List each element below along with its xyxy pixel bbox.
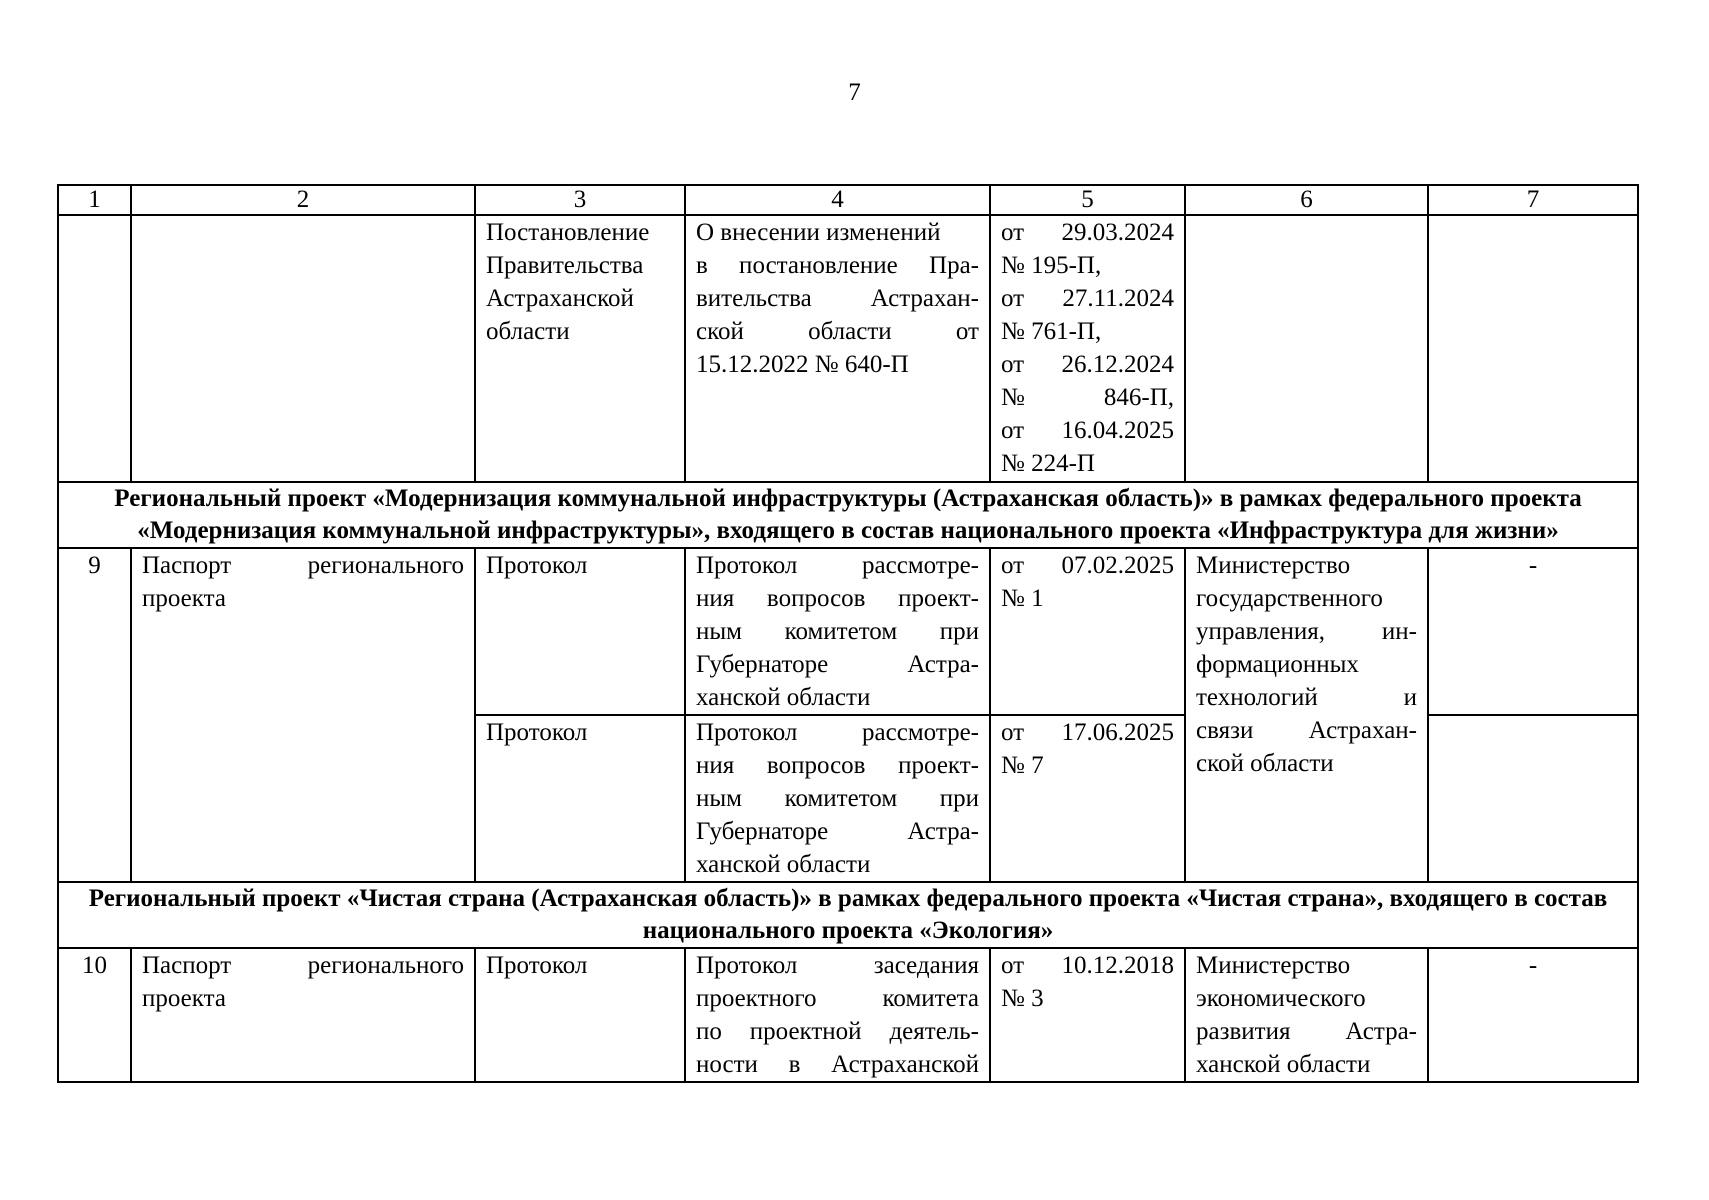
document-title-cell xyxy=(685,548,990,715)
text-line: проектного комитета xyxy=(696,985,979,1012)
text-line: ности в Астраханской xyxy=(696,1051,979,1078)
document-title-cell xyxy=(685,215,990,482)
text-line: управления, ин- xyxy=(1196,618,1417,645)
column-header: 6 xyxy=(1185,185,1428,215)
note-cell: - xyxy=(1428,948,1638,1082)
text-line: от 07.02.2025 xyxy=(1001,552,1174,579)
text-line: ния вопросов проект- xyxy=(696,585,979,612)
text-line: от 10.12.2018 xyxy=(1001,952,1174,979)
row-number: 10 xyxy=(58,948,131,1082)
text-line: Губернаторе Астра- xyxy=(696,818,979,845)
text-line: № 224-П xyxy=(1001,450,1095,477)
document-type-cell: Протокол xyxy=(475,715,685,882)
table-row xyxy=(58,548,1638,715)
text-line: ным комитетом при xyxy=(696,785,979,812)
text-line: № 761-П, xyxy=(1001,318,1102,345)
text-line: № 7 xyxy=(1001,752,1044,779)
note-cell: - xyxy=(1428,548,1638,715)
text-line: № 195-П, xyxy=(1001,252,1102,279)
text-line: государственного xyxy=(1196,585,1383,612)
text-line: формационных xyxy=(1196,651,1359,678)
text-line: от 26.12.2024 xyxy=(1001,351,1174,378)
document-date-cell xyxy=(990,715,1185,882)
table-cell xyxy=(1185,215,1428,482)
responsible-body-cell xyxy=(1185,948,1428,1082)
document-date-cell xyxy=(990,215,1185,482)
section-heading-row xyxy=(58,482,1638,548)
text-line: № 3 xyxy=(1001,985,1044,1012)
text-line: ния вопросов проект- xyxy=(696,752,979,779)
document-type-cell: Протокол xyxy=(475,548,685,715)
text-line: Протокол заседания xyxy=(696,952,979,979)
column-header-row xyxy=(58,185,1638,215)
text-line: по проектной деятель- xyxy=(696,1018,979,1045)
page-number: 7 xyxy=(848,79,861,106)
section-heading: Региональный проект «Чистая страна (Астраханская область)» в рамках федерального проекта «Чистая страна», входящего в состав национального проекта «Экология» xyxy=(58,882,1638,948)
table-cell xyxy=(131,215,475,482)
text-line: экономического xyxy=(1196,985,1366,1012)
text-line: ханской области xyxy=(1196,1051,1371,1078)
text-line: Протокол рассмотре- xyxy=(696,719,979,746)
document-title-cell xyxy=(685,948,990,1082)
text-line: Министерство xyxy=(1196,552,1351,579)
text-line: № 1 xyxy=(1001,585,1044,612)
column-header: 1 xyxy=(58,185,131,215)
text-line: ской области от xyxy=(696,318,979,345)
text-line: Протокол рассмотре- xyxy=(696,552,979,579)
text-line: вительства Астрахан- xyxy=(696,285,979,312)
text-line: развития Астра- xyxy=(1196,1018,1417,1045)
document-name-cell: Паспорт регионального проекта xyxy=(131,948,475,1082)
document-type-cell: Протокол xyxy=(475,948,685,1082)
row-number: 9 xyxy=(58,548,131,882)
text-line: от 27.11.2024 xyxy=(1001,285,1174,312)
text-line: ской области xyxy=(1196,750,1334,777)
responsible-body-cell xyxy=(1185,548,1428,882)
table-cell xyxy=(58,215,131,482)
column-header: 4 xyxy=(685,185,990,215)
note-cell xyxy=(1428,715,1638,882)
text-line: в постановление Пра- xyxy=(696,252,979,279)
text-line: от 29.03.2024 xyxy=(1001,219,1174,246)
document-type-cell: Постановление Правительства Астраханской области xyxy=(475,215,685,482)
document-date-cell xyxy=(990,948,1185,1082)
section-heading-row xyxy=(58,882,1638,948)
text-line: О внесении изменений xyxy=(696,219,941,246)
table-row xyxy=(58,948,1638,1082)
text-line: технологий и xyxy=(1196,684,1417,711)
table-cell xyxy=(1428,215,1638,482)
text-line: Министерство xyxy=(1196,952,1351,979)
document-title-cell xyxy=(685,715,990,882)
section-heading: Региональный проект «Модернизация коммунальной инфраструктуры (Астраханская область)» в рамках федерального проекта «Модернизация коммунальной инфраструктуры», входящего в состав национального проекта «Инфраструктура для жизни» xyxy=(58,482,1638,548)
column-header: 3 xyxy=(475,185,685,215)
text-line: связи Астрахан- xyxy=(1196,717,1417,744)
column-header: 5 xyxy=(990,185,1185,215)
column-header: 7 xyxy=(1428,185,1638,215)
text-line: Губернаторе Астра- xyxy=(696,651,979,678)
document-table xyxy=(57,184,1639,1083)
document-date-cell xyxy=(990,548,1185,715)
text-line: № 846-П, xyxy=(1001,384,1174,411)
text-line: ным комитетом при xyxy=(696,618,979,645)
column-header: 2 xyxy=(131,185,475,215)
text-line: от 17.06.2025 xyxy=(1001,719,1174,746)
text-line: ханской области xyxy=(696,851,871,878)
text-line: ханской области xyxy=(696,684,871,711)
document-name-cell: Паспорт регионального проекта xyxy=(131,548,475,882)
text-line: 15.12.2022 № 640-П xyxy=(696,351,909,378)
table-row-continued xyxy=(58,215,1638,482)
text-line: от 16.04.2025 xyxy=(1001,417,1174,444)
